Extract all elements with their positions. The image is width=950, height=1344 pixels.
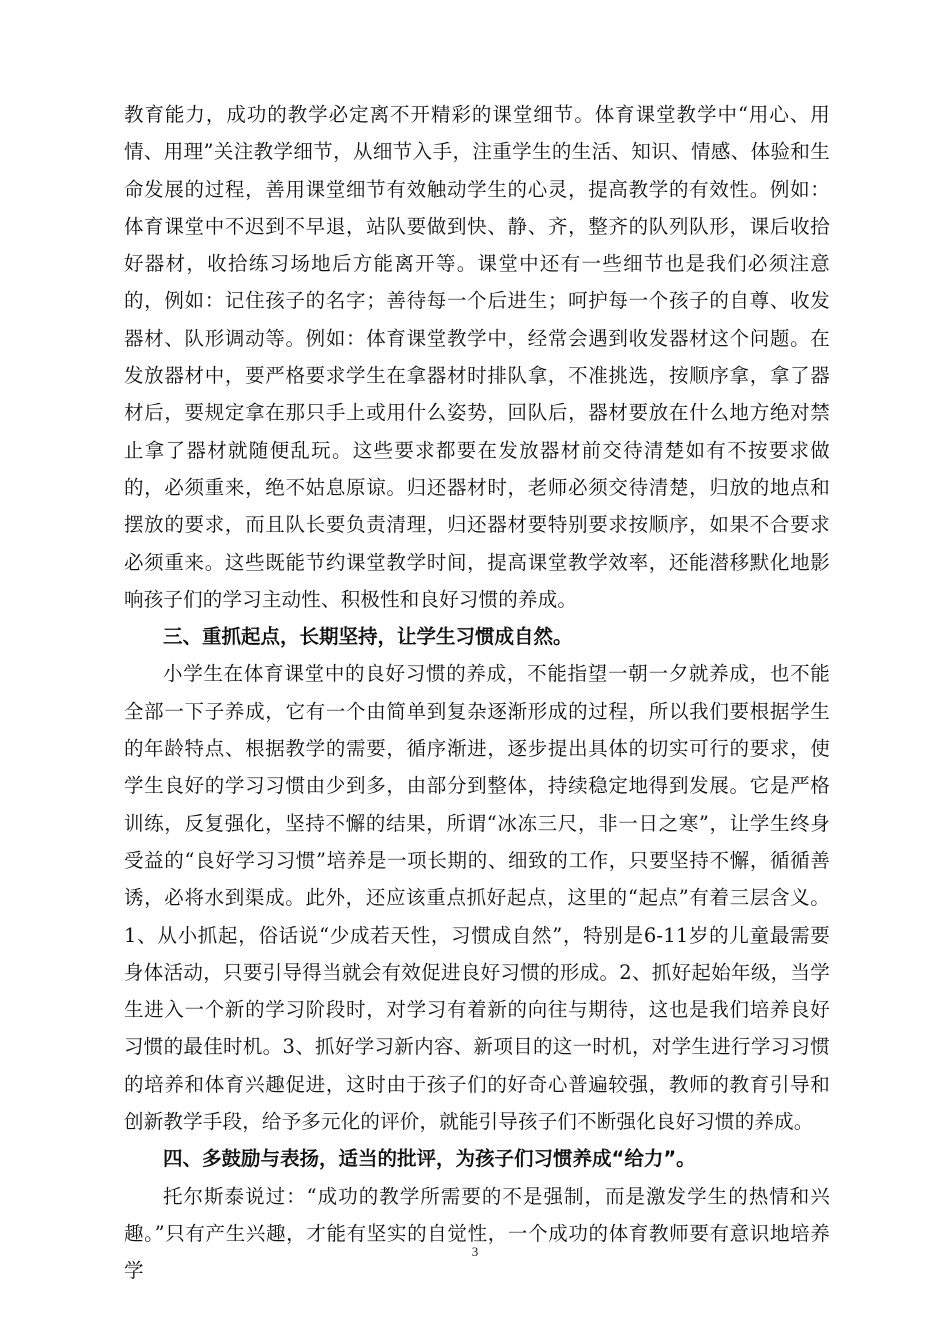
page-body — [124, 96, 830, 1290]
paragraph-habit-formation: 小学生在体育课堂中的良好习惯的养成，不能指望一朝一夕就养成，也不能全部一下子养成，它有一个由简单到复杂逐渐形成的过程，所以我们要根据学生的年龄特点、根据教学的需要，循序渐进，逐步提出具体的切实可行的要求，使学生良好的学习习惯由少到多，由部分到整体，持续稳定地得到发展。它是严格训练，反复强化，坚持不懈的结果，所谓“冰冻三尺，非一日之寒”，让学生终身受益的“良好学习习惯”培养是一项长期的、细致的工作，只要坚持不懈，循循善诱，必将水到渠成。此外，还应该重点抓好起点，这里的“起点”有着三层含义。1、从小抓起，俗话说“少成若天性，习惯成自然”，特别是6-11岁的儿童最需要身体活动，只要引导得当就会有效促进良好习惯的形成。2、抓好起始年级，当学生进入一个新的学习阶段时，对学习有着新的向往与期待，这也是我们培养良好习惯的最佳时机。3、抓好学习新内容、新项目的这一时机，对学生进行学习习惯的培养和体育兴趣促进，这时由于孩子们的好奇心普遍较强，教师的教育引导和创新教学手段，给予多元化的评价，就能引导孩子们不断强化良好习惯的养成。 — [124, 662, 830, 1134]
page-number: 3 — [471, 1244, 479, 1259]
section-heading-4: 四、多鼓励与表扬，适当的批评，为孩子们习惯养成“给力”。 — [163, 1147, 696, 1171]
paragraph-tolstoy-quote: 托尔斯泰说过：“成功的教学所需要的不是强制，而是激发学生的热情和兴趣。”只有产生兴趣，才能有坚实的自觉性，一个成功的体育教师要有意识地培养学 — [124, 1184, 830, 1283]
paragraph-classroom-details: 教育能力，成功的教学必定离不开精彩的课堂细节。体育课堂教学中“用心、用情、用理”关注教学细节，从细节入手，注重学生的生活、知识、情感、体验和生命发展的过程，善用课堂细节有效触动学生的心灵，提高教学的有效性。例如：体育课堂中不迟到不早退，站队要做到快、静、齐，整齐的队列队形，课后收拾好器材，收拾练习场地后方能离开等。课堂中还有一些细节也是我们必须注意的，例如：记住孩子的名字；善待每一个后进生；呵护每一个孩子的自尊、收发器材、队形调动等。例如：体育课堂教学中，经常会遇到收发器材这个问题。在发放器材中，要严格要求学生在拿器材时排队拿，不准挑选，按顺序拿，拿了器材后，要规定拿在那只手上或用什么姿势，回队后，器材要放在什么地方绝对禁止拿了器材就随便乱玩。这些要求都要在发放器材前交待清楚如有不按要求做的，必须重来，绝不姑息原谅。归还器材时，老师必须交待清楚，归放的地点和摆放的要求，而且队长要负责清理，归还器材要特别要求按顺序，如果不合要求必须重来。这些既能节约课堂教学时间，提高课堂教学效率，还能潜移默化地影响孩子们的学习主动性、积极性和良好习惯的养成。 — [124, 103, 830, 611]
section-heading-3: 三、重抓起点，长期坚持，让学生习惯成自然。 — [163, 625, 573, 649]
